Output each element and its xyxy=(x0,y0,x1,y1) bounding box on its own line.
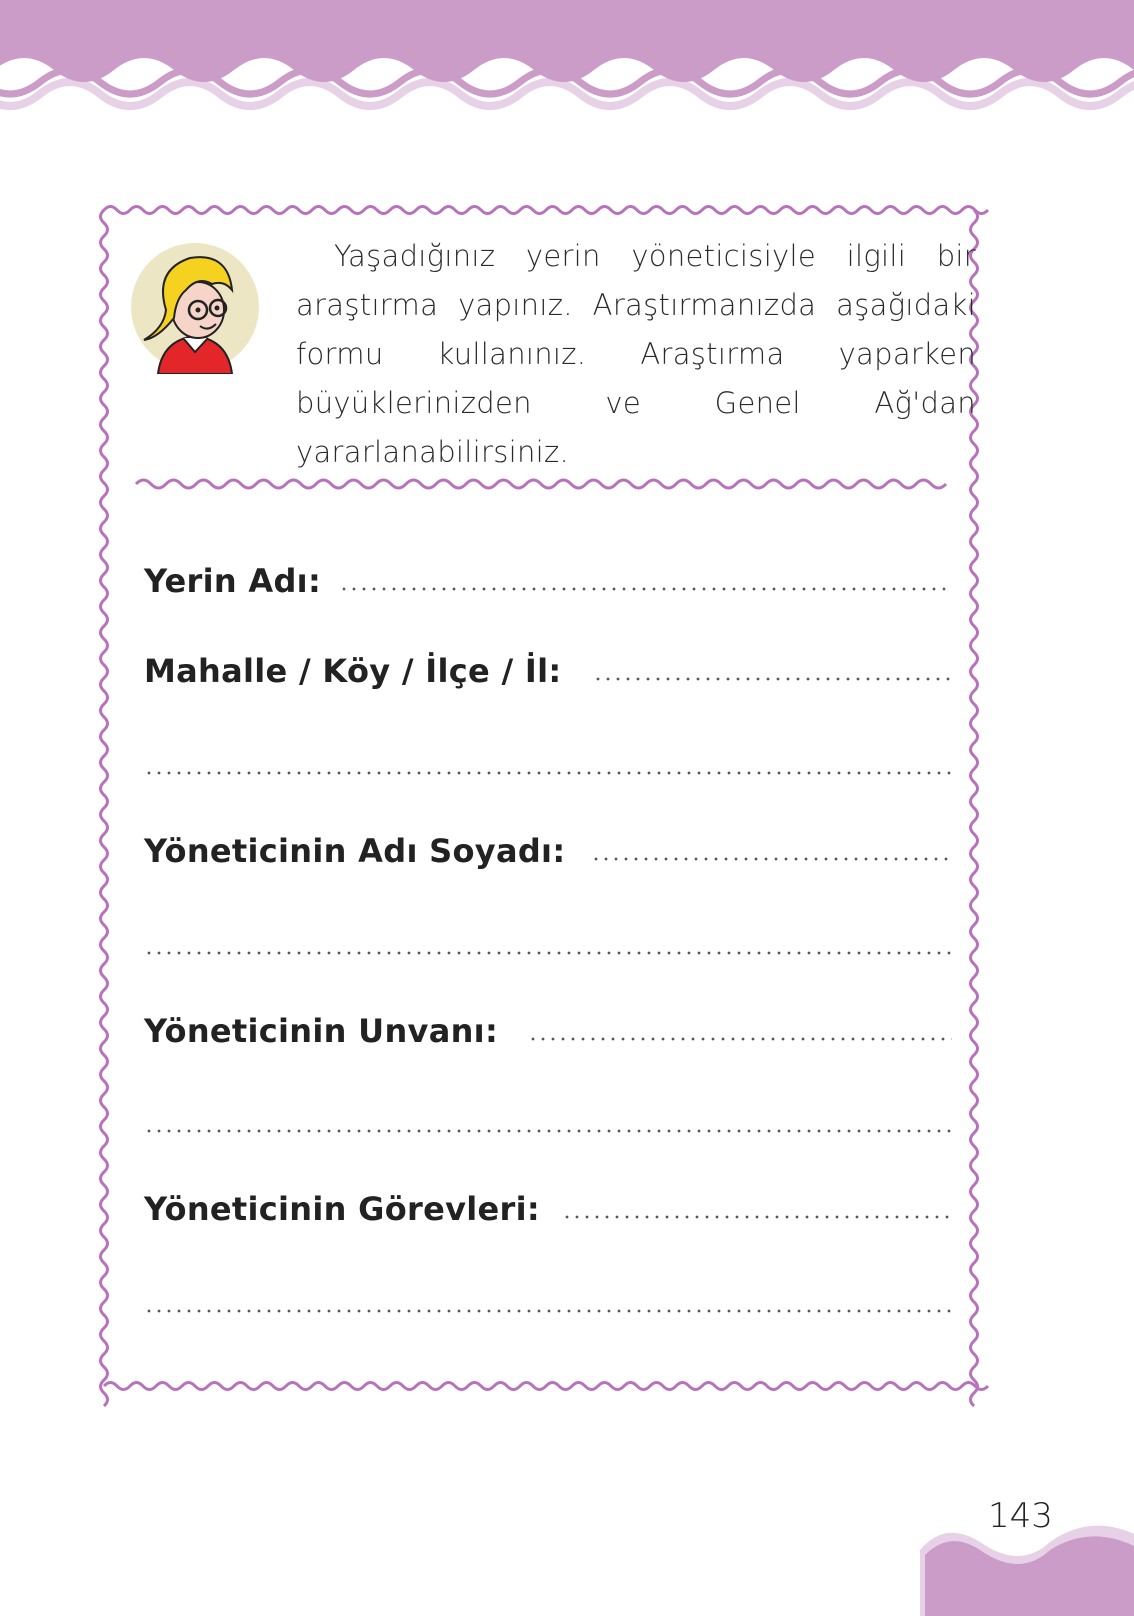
location-label: Mahalle / Köy / İlçe / İl: xyxy=(144,652,562,690)
manager-name-dotted-line[interactable] xyxy=(591,856,952,862)
location-field[interactable] xyxy=(144,646,952,690)
manager-name-dotted-line-2[interactable] xyxy=(144,950,952,956)
manager-duties-label: Yöneticinin Görevleri: xyxy=(144,1190,540,1228)
footer-tab xyxy=(925,1536,1134,1616)
manager-name-label: Yöneticinin Adı Soyadı: xyxy=(144,832,566,870)
place-name-label: Yerin Adı: xyxy=(144,562,322,600)
manager-duties-field-continuation[interactable] xyxy=(144,1278,952,1322)
girl-character-illustration xyxy=(128,240,262,374)
manager-name-field[interactable] xyxy=(144,826,952,870)
page-number: 143 xyxy=(988,1496,1053,1536)
location-dotted-line-2[interactable] xyxy=(144,770,952,776)
manager-title-field[interactable] xyxy=(144,1006,952,1050)
instructions-text: Yaşadığınız yerin yöneticisiyle ilgili bir araştırma yapınız. Araştırmanızda aşağıdaki formu kullanınız. Araştırma yaparken büyüklerinizden ve Genel Ağ'dan yararlanabilirsiniz. xyxy=(296,239,976,469)
place-name-dotted-line[interactable] xyxy=(339,586,952,592)
manager-duties-dotted-line-2[interactable] xyxy=(144,1308,952,1314)
manager-duties-dotted-line[interactable] xyxy=(562,1214,952,1220)
place-name-field[interactable] xyxy=(144,556,952,600)
manager-name-field-continuation[interactable] xyxy=(144,920,952,964)
wavy-divider xyxy=(136,480,946,488)
manager-title-dotted-line-2[interactable] xyxy=(144,1128,952,1134)
manager-title-field-continuation[interactable] xyxy=(144,1098,952,1142)
activity-instructions xyxy=(296,232,976,477)
manager-title-label: Yöneticinin Unvanı: xyxy=(144,1012,499,1050)
location-field-continuation[interactable] xyxy=(144,740,952,784)
manager-title-dotted-line[interactable] xyxy=(528,1036,952,1042)
manager-duties-field[interactable] xyxy=(144,1184,952,1228)
location-dotted-line[interactable] xyxy=(593,676,952,682)
header-banner xyxy=(0,0,1134,82)
